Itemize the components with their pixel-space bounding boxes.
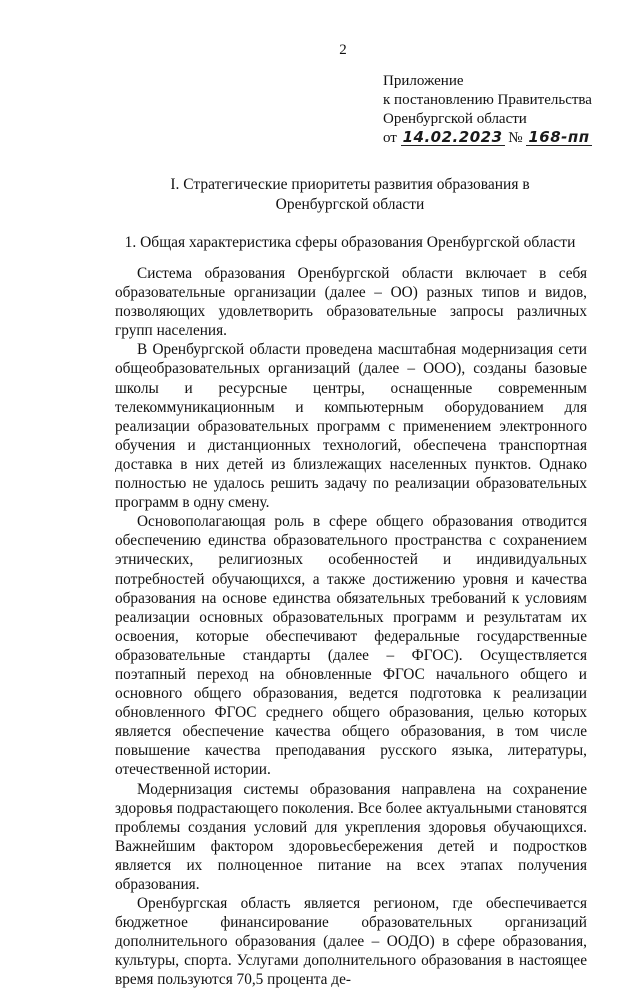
subsection-title: 1. Общая характеристика сферы образования Оренбургской области — [124, 234, 576, 251]
paragraph: В Оренбургской области проведена масштабная модернизация сети общеобразовательных организаций (далее – ООО), созданы базовые школы и ресурсные центры, оснащенные современным телекоммуникационным и компьютерным оборудованием для реализации образовательных программ с применением электронного обучения и дистанционных технологий, обеспечена транспортная доставка в них детей из близлежащих населенных пунктов. Однако полностью не удалось решить задачу по реализации образовательных программ в одну смену. — [115, 341, 587, 512]
handwritten-number: 168-пп — [528, 128, 590, 146]
paragraph: Система образования Оренбургской области включает в себя образовательные организации (далее – ОО) разных типов и видов, позволяющих удовлетворить образовательные запросы различных групп населения. — [115, 265, 587, 340]
paragraph: Основополагающая роль в сфере общего образования отводится обеспечению единства образовательного пространства с сохранением этнических, религиозных особенностей и индивидуальных потребностей обучающихся, а также достижению уровня и качества образования на основе единства обязательных требований к условиям реализации основных образовательных программ и результатам их освоения, которые обеспечивают федеральные государственные образовательные стандарты (далее – ФГОС). Осуществляется поэтапный переход на обновленные ФГОС начального общего и основного общего образования, ведется подготовка к реализации обновленного ФГОС среднего общего образования, целью которых является обеспечение качества общего образования, в том числе повышение качества преподавания русского языка, литературы, отечественной истории. — [115, 513, 587, 779]
section-title-line-2: Оренбургской области — [275, 196, 425, 213]
annex-title: Приложение — [383, 73, 464, 89]
annex-date-number-line — [383, 129, 592, 148]
annex-block — [383, 72, 592, 148]
paragraph: Оренбургская область является регионом, где обеспечивается бюджетное финансирование образовательных организаций дополнительного образования (далее – ООДО) в сфере образования, культуры, спорта. Услугами дополнительного образования в настоящее время пользуются 70,5 процента де- — [115, 895, 587, 989]
page-number: 2 — [339, 42, 347, 58]
section-title — [150, 175, 550, 215]
number-sign: № — [508, 130, 523, 146]
document-body — [115, 264, 587, 990]
section-title-line-1: I. Стратегические приоритеты развития образования в — [170, 176, 530, 193]
paragraph: Модернизация системы образования направлена на сохранение здоровья подрастающего поколения. Все более актуальными становятся проблемы создания условий для укрепления здоровья обучающихся. Важнейшим фактором здоровьесбережения детей и подростков является их полноценное питание на всех этапах получения образования. — [115, 780, 587, 893]
annex-region-line: Оренбургской области — [383, 111, 527, 127]
handwritten-date: 14.02.2023 — [402, 128, 503, 146]
date-prefix: от — [383, 130, 397, 146]
annex-resolution-line: к постановлению Правительства — [383, 92, 592, 108]
